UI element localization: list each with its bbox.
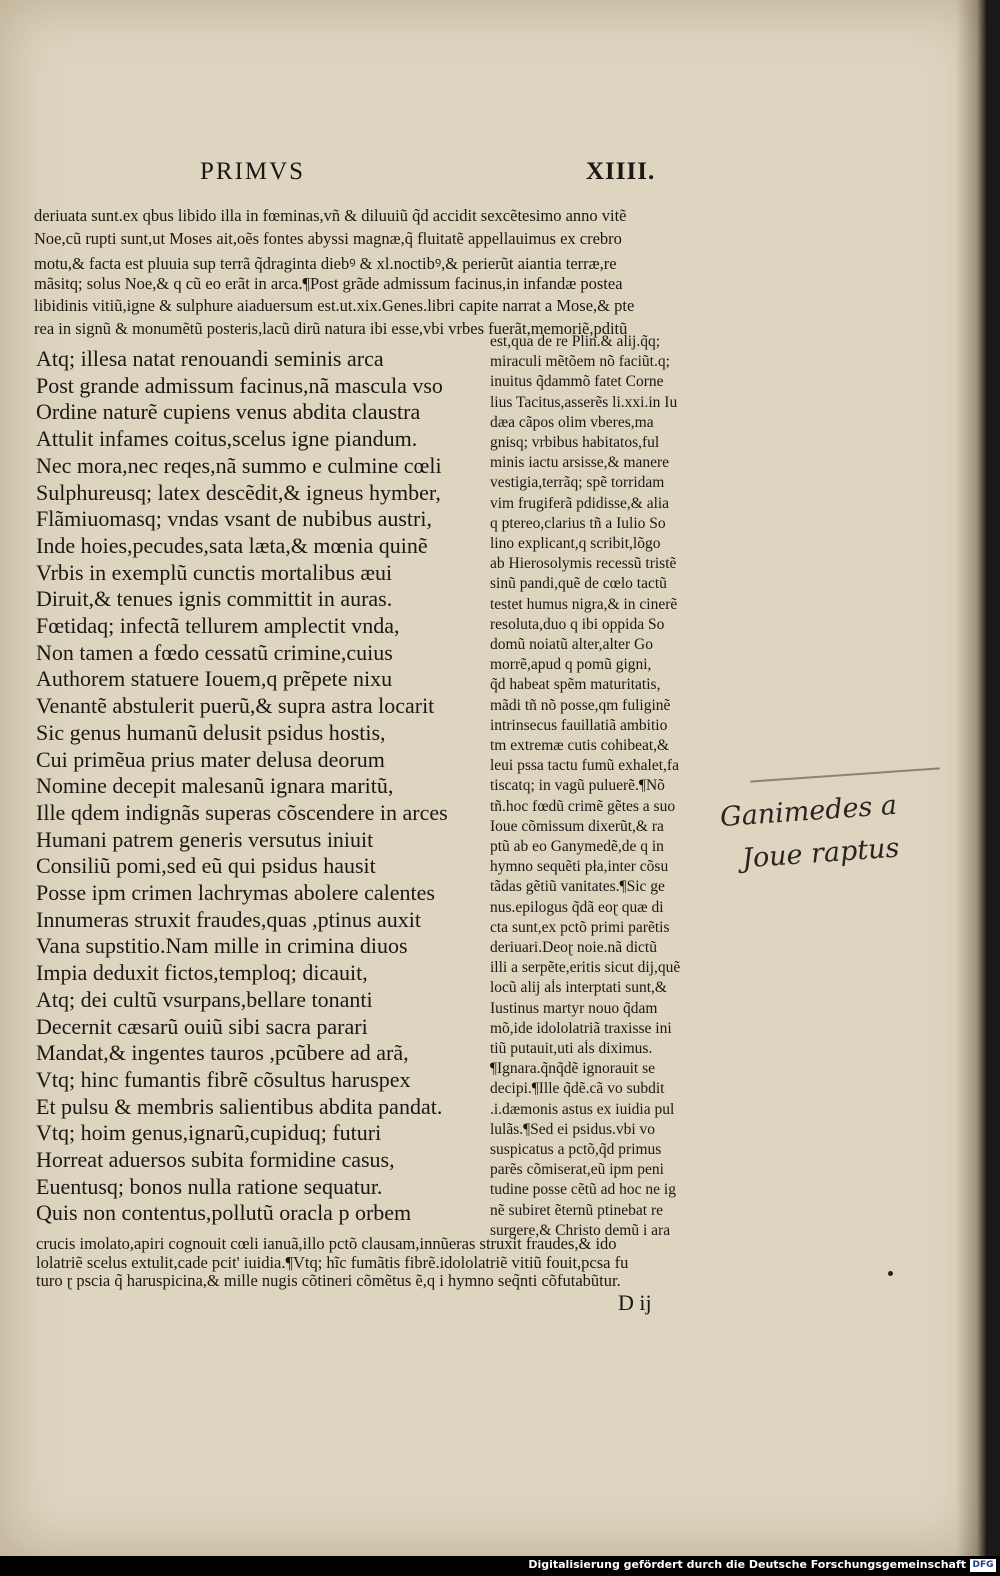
- verse-line: Nomine decepit malesanũ ignara maritũ,: [36, 773, 394, 799]
- gloss-line: tiscatq; in vagũ puluerẽ.¶Nõ: [490, 777, 665, 795]
- gloss-line: resoluta,duo q ibi oppida So: [490, 615, 665, 633]
- verse-line: Innumeras struxit fraudes,quas ,ptinus auxit: [36, 906, 421, 932]
- gloss-line: nus.epilogus q̃dã eoɽ quæ di: [490, 898, 664, 916]
- gloss-line: tãdas gẽtiũ vanitates.¶Sic ge: [490, 878, 665, 896]
- verse-line: Cui primẽua prius mater delusa deorum: [36, 746, 385, 772]
- footer-bar: [0, 1556, 1000, 1576]
- commentary-top-line: libidinis vitiũ,igne & sulphure aiaduersum est.ut.xix.Genes.libri capite narrat a Mose,& pte: [34, 296, 635, 315]
- commentary-top-line: mãsitq; solus Noe,& q cũ eo erãt in arca.¶Post grãde admissum facinus,in infandæ postea: [34, 273, 623, 293]
- verse-line: Nec mora,nec reqes,nã summo e culmine cœli: [36, 452, 442, 478]
- marginal-note-line-1: Ganimedes a: [719, 789, 898, 834]
- gloss-line: gnisq; vrbibus habitatos,ful: [490, 434, 660, 451]
- gloss-line: intrinsecus fauillatiã ambitio: [490, 716, 668, 734]
- verse-line: Sulphureusq; latex descẽdit,& igneus hymber,: [36, 479, 441, 505]
- gloss-line: dæa cãpos olim vberes,ma: [490, 413, 654, 431]
- verse-line: Attulit infames coitus,scelus igne piandum.: [36, 426, 418, 452]
- gloss-line: ab Hierosolymis recessũ tristẽ: [490, 555, 677, 573]
- gloss-line: miraculi mẽtõem nõ faciũt.q;: [490, 353, 670, 371]
- verse-line: Non tamen a fœdo cessatũ crimine,cuius: [36, 639, 393, 665]
- commentary-top-line: rea in signũ & monumẽtũ posteris,lacũ dirũ natura ibi esse,vbi vrbes fuerãt,memoriẽ,pditũ: [34, 318, 628, 338]
- verse-line: Euentusq; bonos nulla ratione sequatur.: [36, 1173, 383, 1199]
- marginal-stroke: [750, 767, 940, 782]
- gloss-line: Ioue cõmissum dixerũt,& ra: [490, 817, 664, 835]
- gloss-line: illi a serpẽte,eritis sicut dij,quẽ: [490, 959, 681, 977]
- folio-number: XIIII.: [586, 158, 656, 185]
- verse-line: Impia deduxit fictos,temploq; dicauit,: [36, 960, 368, 986]
- commentary-top-line: deriuata sunt.ex qbus libido illa in fœminas,vñ & diluuiũ q̃d accidit sexcẽtesimo anno vitẽ: [34, 206, 627, 225]
- gloss-line: tiũ putauit,uti aĺs diximus.: [490, 1040, 653, 1057]
- dfg-logo: DFG: [970, 1559, 996, 1572]
- commentary-top-line: Noe,cũ rupti sunt,ut Moses ait,oẽs fontes abyssi magnæ,q̃ fluitatẽ appellauimus ex crebro: [34, 228, 622, 248]
- gloss-line: locũ alij aĺs interptati sunt,&: [490, 979, 667, 997]
- verse-line: Vrbis in exemplũ cunctis mortalibus æui: [36, 559, 393, 585]
- verse-line: Diruit,& tenues ignis committit in auras.: [36, 586, 393, 612]
- gloss-line: tñ.hoc fœdũ crimẽ gẽtes a suo: [490, 797, 676, 815]
- verse-line: Vtq; hinc fumantis fibrẽ cõsultus haruspex: [36, 1066, 411, 1092]
- commentary-bottom-line: turo ɽ pscia q̃ haruspicina,& mille nugis cõtineri cõmẽtus ẽ,q i hymno seq̃nti cõfutabũtur.: [36, 1271, 621, 1290]
- gloss-line: suspicatus a pctõ,q̃d primus: [490, 1141, 662, 1158]
- verse-line: Ordine naturẽ cupiens venus abdita claustra: [36, 399, 421, 425]
- verse-line: Ille qdem indignãs superas cõscendere in arces: [36, 799, 448, 825]
- gloss-line: mõ,ide idololatriã traxisse ini: [490, 1019, 672, 1037]
- gloss-line: cta sunt,ex pctõ primi parẽtis: [490, 918, 670, 936]
- gloss-line: tudine posse cẽtũ ad hoc ne ig: [490, 1181, 676, 1199]
- verse-line: Et pulsu & membris salientibus abdita pandat.: [36, 1093, 443, 1119]
- verse-line: Atq; illesa natat renouandi seminis arca: [36, 346, 384, 371]
- verse-line: Post grande admissum facinus,nã mascula vso: [36, 372, 443, 398]
- gloss-line: lino explicant,q scribit,lõgo: [490, 535, 661, 552]
- gloss-line: q̃d habeat spẽm maturitatis,: [490, 676, 661, 694]
- verse-line: Posse ipm crimen lachrymas abolere calentes: [36, 880, 435, 905]
- running-title: PRIMVS: [200, 158, 306, 185]
- gloss-line: decipi.¶Ille q̃dẽ.cã vo subdit: [490, 1080, 665, 1098]
- verse-line: Vana supstitio.Nam mille in crimina diuos: [36, 933, 408, 959]
- verse-line: Consiliũ pomi,sed eũ qui psidus hausit: [36, 853, 376, 879]
- gloss-line: lulãs.¶Sed ei psidus.vbi vo: [490, 1120, 656, 1138]
- verse-line: Fœtidaq; infectã tellurem amplectit vnda,: [36, 613, 400, 638]
- verse-line: Horreat aduersos subita formidine casus,: [36, 1147, 395, 1172]
- commentary-top-line: motu,& facta est pluuia sup terrã q̃draginta diebꝰ & xl.noctibꝰ,& perierũt aiantia terræ,re: [34, 254, 617, 273]
- gloss-line: vestigia,terrãq; spẽ torridam: [490, 474, 665, 492]
- gloss-line: vim frugiferã pdidisse,& alia: [490, 494, 670, 512]
- gloss-line: inuitus q̃dammõ fatet Corne: [490, 373, 664, 391]
- signature-mark: D ij: [618, 1290, 652, 1315]
- gloss-line: q ptereo,clarius tñ a Iulio So: [490, 514, 666, 532]
- verse-line: Venantẽ abstulerit puerũ,& supra astra locarit: [36, 693, 435, 719]
- footer-credit: Digitalisierung gefördert durch die Deutsche Forschungsgemeinschaft: [528, 1558, 966, 1571]
- gloss-line: Iustinus martyr nouo q̃dam: [490, 999, 658, 1017]
- commentary-bottom-line: crucis imolato,apiri cognouit cœli ianuã,illo pctõ clausam,innũeras struxit fraudes,& ido: [36, 1234, 617, 1253]
- marginal-note-line-2: Joue raptus: [741, 832, 901, 875]
- ink-speck: [888, 1271, 893, 1276]
- gloss-line: sinũ pandi,quẽ de cœlo tactũ: [490, 575, 667, 593]
- gloss-line: morrẽ,apud q pomũ gigni,: [490, 656, 652, 674]
- verse-line: Authorem statuere Iouem,q prẽpete nixu: [36, 666, 393, 692]
- page-gutter-shadow: [956, 0, 986, 1556]
- verse-line: Humani patrem generis versutus iniuit: [36, 826, 374, 852]
- gloss-line: nẽ subiret ẽternũ ptinebat re: [490, 1201, 664, 1219]
- running-header: [0, 158, 986, 192]
- gloss-line: parẽs cõmiserat,eũ ipm peni: [490, 1161, 664, 1179]
- gloss-line: ¶Ignara.q̃nq̃dẽ ignorauit se: [490, 1060, 655, 1078]
- gloss-line: testet humus nigra,& in cinerẽ: [490, 595, 678, 613]
- gloss-line: ptũ ab eo Ganymedẽ,de q in: [490, 838, 664, 855]
- verse-line: Sic genus humanũ delusit psidus hostis,: [36, 719, 386, 745]
- gloss-line: domũ noiatũ alter,alter Go: [490, 636, 653, 653]
- gloss-line: .i.dæmonis astus ex iuidia pul: [490, 1100, 675, 1118]
- gloss-line: lius Tacitus,asserẽs li.xxi.in Iu: [490, 393, 678, 411]
- verse-line: Vtq; hoim genus,ignarũ,cupiduq; futuri: [36, 1120, 382, 1146]
- gloss-line: hymno sequẽti pła,inter cõsu: [490, 858, 669, 876]
- verse-line: Mandat,& ingentes tauros ,pcũbere ad arã,: [36, 1040, 409, 1066]
- gloss-line: mãdi tñ nõ posse,qm fuliginẽ: [490, 696, 671, 714]
- commentary-bottom-line: lolatriẽ scelus extulit,cade pcit' iuidia.¶Vtq; hĩc fumãtis fibrẽ.idololatriẽ vitiũ fouit,pcsa fu: [36, 1252, 629, 1272]
- gloss-line: tm extremæ cutis cohibeat,&: [490, 737, 670, 754]
- gloss-line: surgere,& Christo demũ i ara: [490, 1221, 671, 1239]
- verse-line: Inde hoies,pecudes,sata læta,& mœnia quinẽ: [36, 532, 428, 558]
- verse-line: Decernit cæsarũ ouiũ sibi sacra parari: [36, 1013, 368, 1039]
- gloss-line: est,qua de re Plin.& alij.q̃q;: [490, 333, 661, 350]
- verse-line: Quis non contentus,pollutũ oracla p orbem: [36, 1200, 412, 1226]
- gloss-line: minis iactu arsisse,& manere: [490, 454, 670, 472]
- gloss-line: deriuari.Deoɽ noie.nã dictũ: [490, 939, 657, 956]
- gloss-line: leui pssa tactu fumũ exhalet,fa: [490, 757, 679, 775]
- verse-line: Flãmiuomasq; vndas vsant de nubibus austri,: [36, 506, 432, 532]
- verse-line: Atq; dei cultũ vsurpans,bellare tonanti: [36, 986, 373, 1012]
